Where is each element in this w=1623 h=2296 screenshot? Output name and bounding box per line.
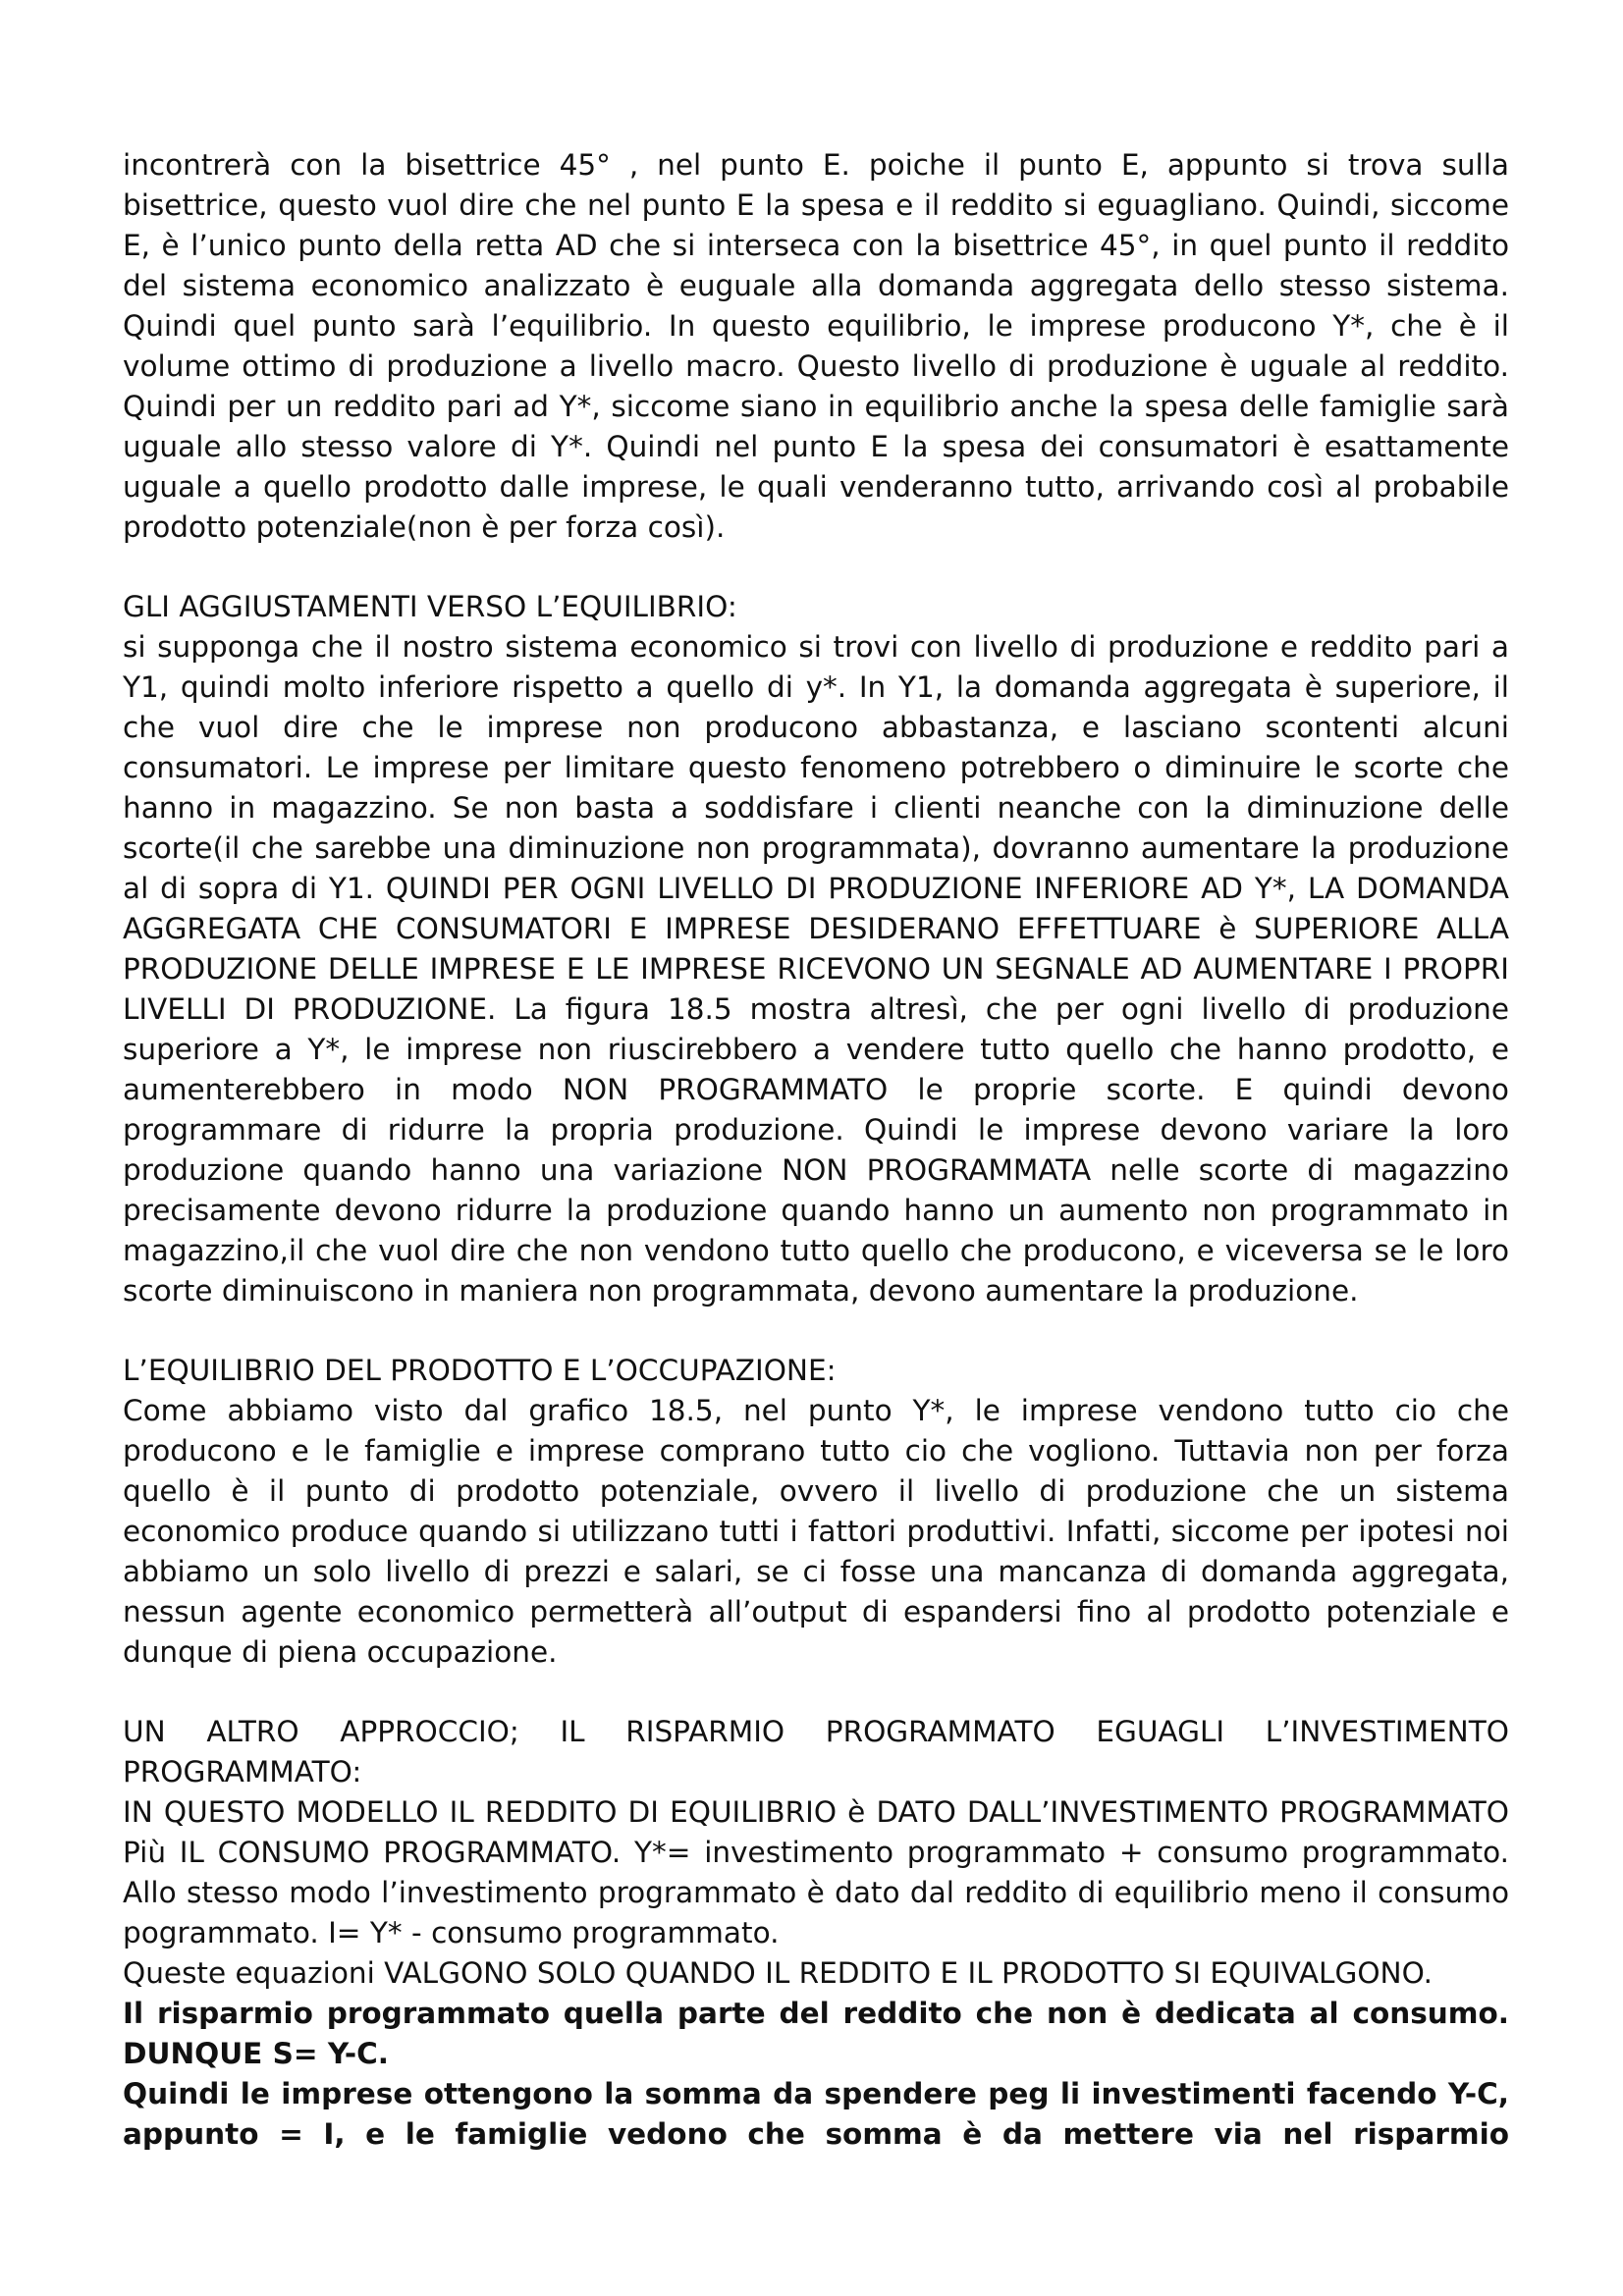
intro-paragraph: incontrerà con la bisettrice 45° , nel punto E. poiche il punto E, appunto si trova sulla bisettrice, questo vuol dire che nel punto E la spesa e il reddito si eguagliano. Quindi, siccome E, è l’unico punto della retta AD che si interseca con la bisettrice 45°, in quel punto il reddito del sistema economico analizzato è euguale alla domanda aggregata dello stesso sistema. Quindi quel punto sarà l’equilibrio. In questo equilibrio, le imprese producono Y*, che è il volume ottimo di produzione a livello macro. Questo livello di produzione è uguale al reddito. Quindi per un reddito pari ad Y*, siccome siano in equilibrio anche la spesa delle famiglie sarà uguale allo stesso valore di Y*. Quindi nel punto E la spesa dei consumatori è esattamente uguale a quello prodotto dalle imprese, le quali venderanno tutto, arrivando così al probabile prodotto potenziale(non è per forza così). — [123, 148, 1509, 544]
spacer — [123, 1311, 1509, 1351]
spacer — [123, 1673, 1509, 1712]
equilibrium-heading: L’EQUILIBRIO DEL PRODOTTO E L’OCCUPAZIONE: — [123, 1354, 837, 1387]
approach-paragraph: IN QUESTO MODELLO IL REDDITO DI EQUILIBRIO è DATO DALL’INVESTIMENTO PROGRAMMATO Più IL CONSUMO PROGRAMMATO. Y*= investimento programmato + consumo programmato. Allo stesso modo l’investimento programmato è dato dal reddito di equilibrio meno il consumo pogrammato. I= Y* - consumo programmato. — [123, 1795, 1509, 1949]
approach-heading: UN ALTRO APPROCCIO; IL RISPARMIO PROGRAMMATO EGUAGLI L’INVESTIMENTO PROGRAMMATO: — [123, 1715, 1509, 1789]
validity-line: Queste equazioni VALGONO SOLO QUANDO IL REDDITO E IL PRODOTTO SI EQUIVALGONO. — [123, 1956, 1434, 1990]
adjustments-paragraph: si supponga che il nostro sistema economico si trovi con livello di produzione e reddito pari a Y1, quindi molto inferiore rispetto a quello di y*. In Y1, la domanda aggregata è superiore, il che vuol dire che le imprese non producono abbastanza, e lasciano scontenti alcuni consumatori. Le imprese per limitare questo fenomeno potrebbero o diminuire le scorte che hanno in magazzino. Se non basta a soddisfare i clienti neanche con la diminuzione delle scorte(il che sarebbe una diminuzione non programmata), dovranno aumentare la produzione al di sopra di Y1. QUINDI PER OGNI LIVELLO DI PRODUZIONE INFERIORE AD Y*, LA DOMANDA AGGREGATA CHE CONSUMATORI E IMPRESE DESIDERANO EFFETTUARE è SUPERIORE ALLA PRODUZIONE DELLE IMPRESE E LE IMPRESE RICEVONO UN SEGNALE AD AUMENTARE I PROPRI LIVELLI DI PRODUZIONE. La figura 18.5 mostra altresì, che per ogni livello di produzione superiore a Y*, le imprese non riuscirebbero a vendere tutto quello che hanno prodotto, e aumenterebbero in modo NON PROGRAMMATO le proprie scorte. E quindi devono programmare di ridurre la propria produzione. Quindi le imprese devono variare la loro produzione quando hanno una variazione NON PROGRAMMATA nelle scorte di magazzino precisamente devono ridurre la produzione quando hanno un aumento non programmato in magazzino,il che vuol dire che non vendono tutto quello che producono, e viceversa se le loro scorte diminuiscono in maniera non programmata, devono aumentare la produzione. — [123, 630, 1509, 1308]
spacer — [123, 548, 1509, 587]
saving-definition: Il risparmio programmato quella parte del reddito che non è dedicata al consumo. DUNQUE S= Y-C. — [123, 1997, 1509, 2070]
equilibrium-paragraph: Come abbiamo visto dal grafico 18.5, nel punto Y*, le imprese vendono tutto cio che producono e le famiglie e imprese comprano tutto cio che vogliono. Tuttavia non per forza quello è il punto di prodotto potenziale, ovvero il livello di produzione che un sistema economico produce quando si utilizzano tutti i fattori produttivi. Infatti, siccome per ipotesi noi abbiamo un solo livello di prezzi e salari, se ci fosse una mancanza di domanda aggregata, nessun agente economico permetterà all’output di espandersi fino al prodotto potenziale e dunque di piena occupazione. — [123, 1394, 1509, 1669]
firms-statement: Quindi le imprese ottengono la somma da spendere peg li investimenti facendo Y-C, appunto = I, e le famiglie vedono che somma è da mettere via nel risparmio — [123, 2077, 1509, 2151]
adjustments-heading: GLI AGGIUSTAMENTI VERSO L’EQUILIBRIO: — [123, 590, 737, 623]
document-page — [123, 145, 1509, 2155]
